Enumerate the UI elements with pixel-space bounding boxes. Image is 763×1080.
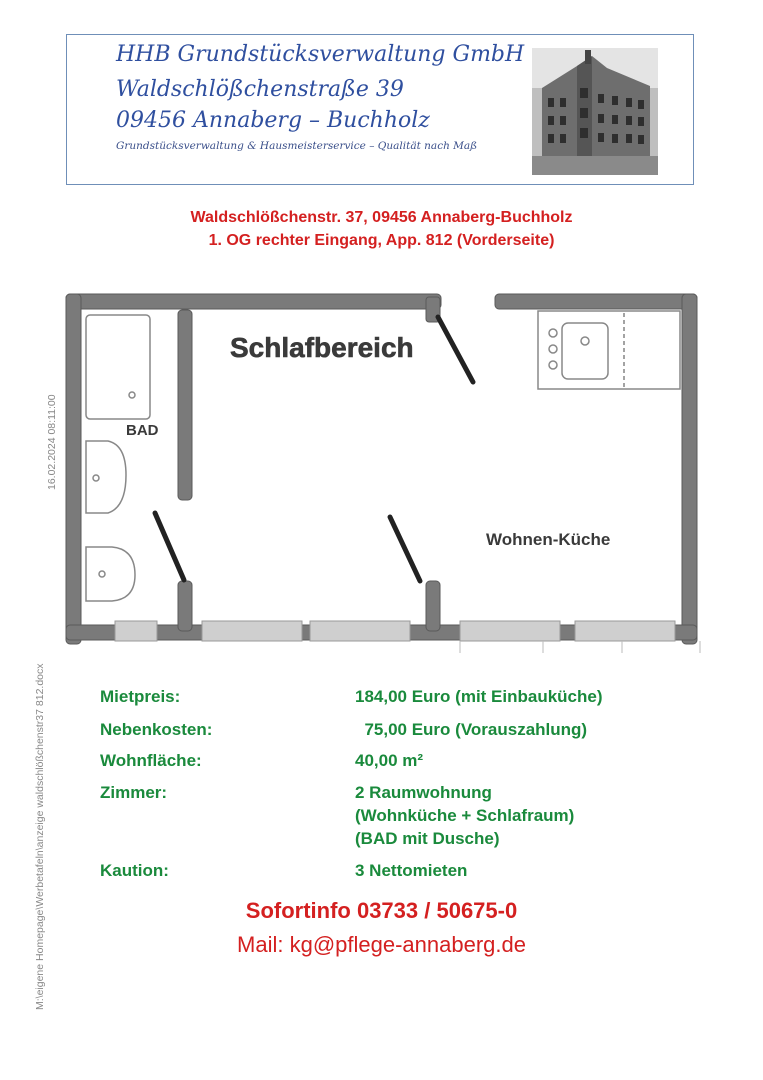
detail-label-extra-costs: Nebenkosten: [100, 720, 213, 739]
floor-plan [60, 285, 710, 655]
window-3 [310, 621, 410, 641]
wall-right [682, 294, 697, 644]
detail-value-rooms-2: (Wohnküche + Schlafraum) [355, 806, 575, 825]
label-bath: BAD [126, 422, 159, 439]
detail-label-rooms: Zimmer: [100, 783, 168, 802]
file-path: M:\eigene Homepage\Werbetafeln\anzeige waldschlößchenstr37 812.docx [34, 663, 46, 1010]
wall-left [66, 294, 81, 644]
wall-top-right [495, 294, 697, 309]
apartment-location: 1. OG rechter Eingang, App. 812 (Vorderseite) [208, 232, 555, 249]
print-date: 16.02.2024 08:11:00 [46, 394, 58, 490]
shower-tray [86, 315, 150, 419]
building-photo [532, 48, 658, 175]
window-1 [115, 621, 157, 641]
toilet [86, 547, 135, 601]
wall-bath-upper [178, 310, 192, 500]
detail-label-area: Wohnfläche: [100, 751, 202, 770]
wall-bath-lower [178, 581, 192, 631]
kitchen-counter [538, 311, 680, 389]
detail-value-extra-costs: 75,00 Euro (Vorauszahlung) [355, 720, 588, 739]
company-slogan: Grundstücksverwaltung & Hausmeisterservice – Qualität nach Maß [116, 140, 478, 152]
window-2 [202, 621, 302, 641]
label-sleeping-area: Schlafbereich [230, 332, 414, 363]
detail-label-rent: Mietpreis: [100, 687, 181, 706]
door-entrance [438, 317, 473, 382]
phone-info: Sofortinfo 03733 / 50675-0 [245, 898, 518, 923]
email-info[interactable]: Mail: kg@pflege-annaberg.de [237, 932, 526, 957]
detail-value-rooms: 2 Raumwohnung [355, 783, 492, 802]
company-street: Waldschlößchenstraße 39 [116, 77, 404, 102]
wall-top-left [66, 294, 441, 309]
window-4 [460, 621, 560, 641]
sink [562, 323, 608, 379]
detail-value-rent: 184,00 Euro (mit Einbauküche) [355, 687, 603, 706]
apartment-address: Waldschlößchenstr. 37, 09456 Annaberg-Buchholz [190, 209, 573, 226]
door-bath [155, 513, 184, 580]
window-5 [575, 621, 675, 641]
company-city: 09456 Annaberg – Buchholz [116, 108, 430, 133]
wall-mid-lower [426, 581, 440, 631]
door-sleep [390, 517, 420, 581]
detail-value-deposit: 3 Nettomieten [355, 861, 468, 880]
detail-value-area: 40,00 m² [355, 751, 424, 770]
label-living-kitchen: Wohnen-Küche [486, 530, 611, 549]
detail-value-rooms-3: (BAD mit Dusche) [355, 829, 500, 848]
washbasin [86, 441, 126, 513]
detail-label-deposit: Kaution: [100, 861, 169, 880]
company-name: HHB Grundstücksverwaltung GmbH [116, 42, 525, 67]
